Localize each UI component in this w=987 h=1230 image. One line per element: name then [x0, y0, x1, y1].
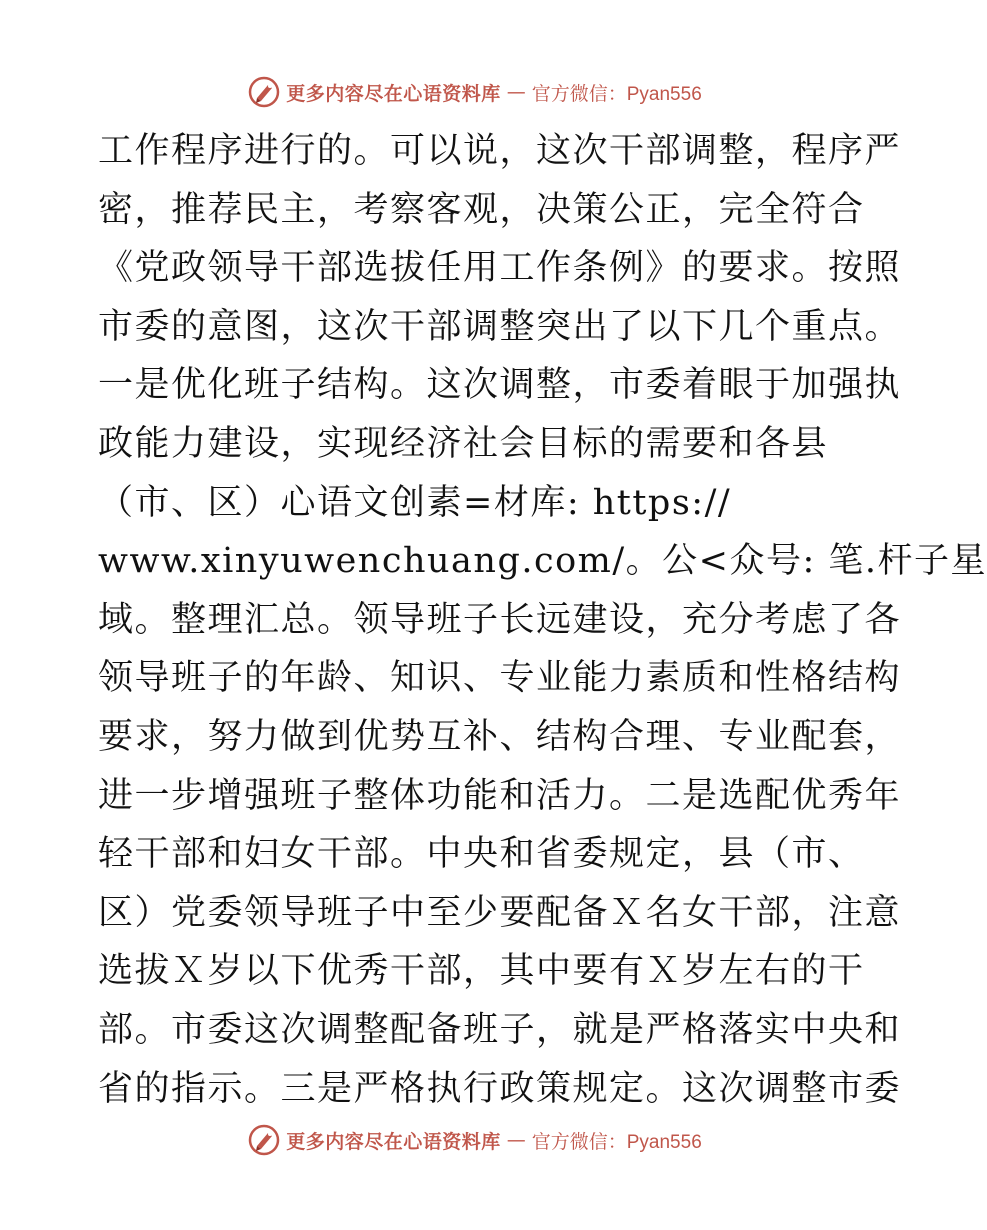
text-line: 要求，努力做到优势互补、结构合理、专业配套， — [98, 716, 902, 757]
header-watermark — [0, 72, 950, 112]
text-line: 域。整理汇总。领导班子长远建设，充分考虑了各 — [98, 599, 902, 640]
text-line: 区）党委领导班子中至少要配备Ｘ名女干部，注意 — [98, 892, 902, 933]
watermark-separator: — — [506, 1129, 526, 1151]
watermark-text: 更多内容尽在心语资料库 — [286, 1130, 501, 1153]
text-line: www.xinyuwenchuang.com/。公<众号: 笔.杆子星 — [98, 541, 987, 582]
text-line: 一是优化班子结构。这次调整，市委着眼于加强执 — [98, 365, 902, 406]
pen-logo-icon — [248, 1124, 280, 1156]
watermark-official: 官方微信：Pyan556 — [531, 1131, 702, 1153]
footer-watermark — [0, 1120, 950, 1160]
pen-logo-icon — [248, 76, 280, 108]
text-line: 领导班子的年龄、知识、专业能力素质和性格结构 — [98, 658, 902, 699]
text-line: 省的指示。三是严格执行政策规定。这次调整市委 — [98, 1068, 902, 1109]
text-line: 密，推荐民主，考察客观，决策公正，完全符合 — [98, 189, 865, 230]
text-line: 政能力建设，实现经济社会目标的需要和各县 — [98, 423, 829, 464]
text-line: 选拔Ｘ岁以下优秀干部，其中要有Ｘ岁左右的干 — [98, 951, 865, 992]
text-line: 部。市委这次调整配备班子，就是严格落实中央和 — [98, 1009, 902, 1050]
text-line: 进一步增强班子整体功能和活力。二是选配优秀年 — [98, 775, 902, 816]
text-line: 轻干部和妇女干部。中央和省委规定，县（市、 — [98, 834, 865, 875]
document-body — [98, 122, 987, 1118]
text-line: 工作程序进行的。可以说，这次干部调整，程序严 — [98, 131, 902, 171]
watermark-official: 官方微信：Pyan556 — [531, 83, 702, 105]
watermark-separator: — — [506, 81, 526, 103]
watermark-text: 更多内容尽在心语资料库 — [286, 82, 501, 105]
text-line: （市、区）心语文创素=材库: https:// — [98, 482, 732, 523]
text-line: 《党政领导干部选拔任用工作条例》的要求。按照 — [98, 248, 902, 289]
text-line: 市委的意图，这次干部调整突出了以下几个重点。 — [98, 306, 902, 347]
